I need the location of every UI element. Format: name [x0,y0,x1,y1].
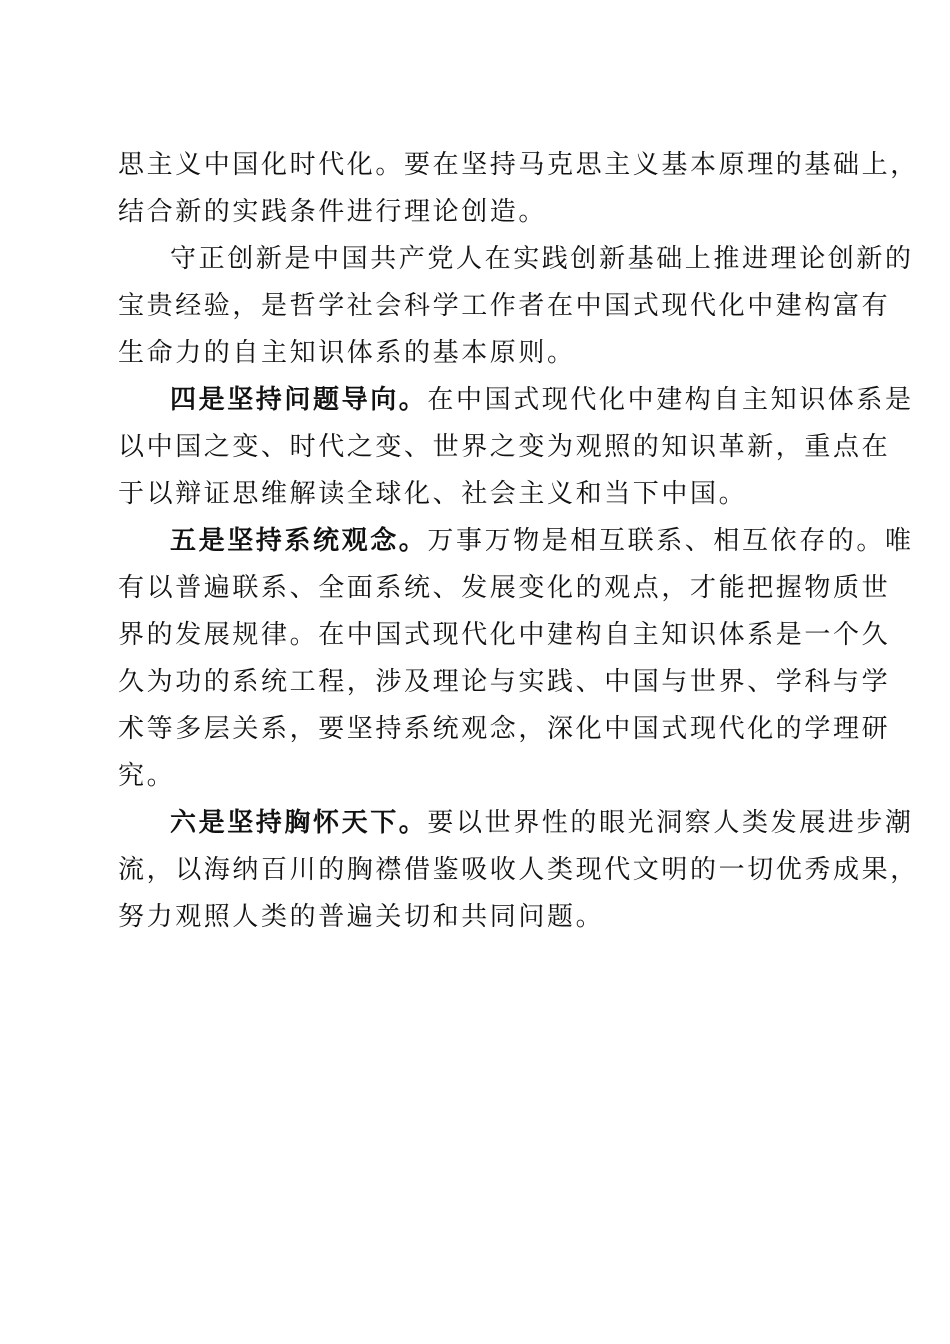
text-line: 宝贵经验，是哲学社会科学工作者在中国式现代化中建构富有 [118,291,891,321]
text-line [118,377,914,424]
text-segment: 万事万物是相互联系、相互依存的。唯 [427,526,914,556]
text-line: 术等多层关系，要坚持系统观念，深化中国式现代化的学理研 [118,714,891,744]
text-line: 思主义中国化时代化。要在坚持马克思主义基本原理的基础上， [118,150,919,180]
paragraph-global-vision [118,800,919,941]
paragraph-lead-heading: 六是坚持胸怀天下。 [170,808,428,838]
text-line: 究。 [118,761,176,791]
text-line: 流，以海纳百川的胸襟借鉴吸收人类现代文明的一切优秀成果， [118,855,919,885]
text-line [118,800,914,847]
text-line: 于以辩证思维解读全球化、社会主义和当下中国。 [118,479,748,509]
text-line: 守正创新是中国共产党人在实践创新基础上推进理论创新的 [170,244,914,274]
text-line: 生命力的自主知识体系的基本原则。 [118,338,576,368]
text-segment: 在中国式现代化中建构自主知识体系是 [427,385,914,415]
text-line: 以中国之变、时代之变、世界之变为观照的知识革新，重点在 [118,432,891,462]
paragraph-shouzheng-chuangxin [118,236,914,377]
document-body [118,142,919,941]
text-line: 久为功的系统工程，涉及理论与实践、中国与世界、学科与学 [118,667,891,697]
text-line: 有以普遍联系、全面系统、发展变化的观点，才能把握物质世 [118,573,891,603]
paragraph-lead-heading: 四是坚持问题导向。 [170,385,428,415]
text-segment: 要以世界性的眼光洞察人类发展进步潮 [427,808,914,838]
paragraph-problem-oriented [118,377,914,518]
paragraph-continuation [118,142,919,236]
paragraph-systems-thinking [118,518,914,800]
text-line [118,518,914,565]
text-line: 结合新的实践条件进行理论创造。 [118,197,548,227]
text-line: 努力观照人类的普遍关切和共同问题。 [118,902,605,932]
paragraph-lead-heading: 五是坚持系统观念。 [170,526,428,556]
text-line: 界的发展规律。在中国式现代化中建构自主知识体系是一个久 [118,620,891,650]
